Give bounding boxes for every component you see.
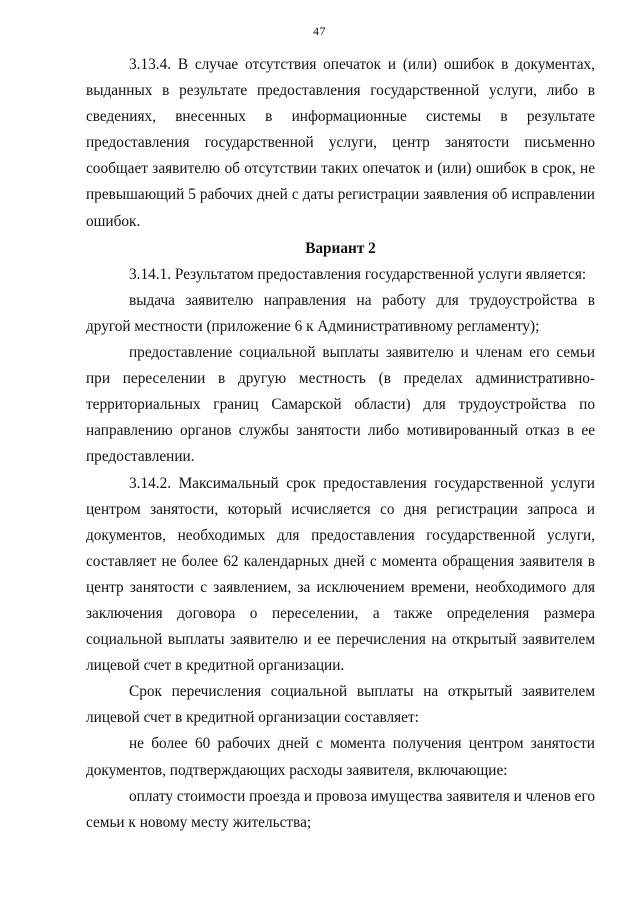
paragraph-3-14-1: 3.14.1. Результатом предоставления государственной услуги является:	[129, 265, 587, 283]
paragraph-result-social-payment: предоставление социальной выплаты заявителю и членам его семьи при переселении в другую местность (в пределах административно-территориальных границ Самарской области) для трудоустройства по направлению органов службы занятости либо мотивированный отказ в ее предоставлении.	[86, 344, 595, 466]
paragraph-transfer-term: Срок перечисления социальной выплаты на открытый заявителем лицевой счет в кредитной организации составляет:	[86, 683, 595, 727]
section-heading-variant-2: Вариант 2	[305, 239, 376, 257]
paragraph-3-14-2: 3.14.2. Максимальный срок предоставления государственной услуги центром занятости, который исчисляется со дня регистрации запроса и документов, необходимых для предоставления государственной услуги, составляет не более 62 календарных дней с момента обращения заявителя в центр занятости с заявлением, за исключением времени, необходимого для заключения договора о переселении, а также определения размера социальной выплаты заявителю и ее перечисления на открытый заявителем лицевой счет в кредитной организации.	[86, 474, 595, 675]
document-body	[86, 52, 595, 836]
page-number: 47	[313, 24, 326, 38]
paragraph-60-working-days: не более 60 рабочих дней с момента получения центром занятости документов, подтверждающих расходы заявителя, включающие:	[86, 735, 595, 779]
paragraph-travel-costs: оплату стоимости проезда и провоза имущества заявителя и членов его семьи к новому месту жительства;	[86, 787, 596, 831]
paragraph-3-13-4: 3.13.4. В случае отсутствия опечаток и (или) ошибок в документах, выданных в результате предоставления государственной услуги, либо в сведениях, внесенных в информационные системы в результате предоставления государственной услуги, центр занятости письменно сообщает заявителю об отсутствии таких опечаток и (или) ошибок в срок, не превышающий 5 рабочих дней с даты регистрации заявления об исправлении ошибок.	[86, 56, 595, 230]
paragraph-result-referral: выдача заявителю направления на работу для трудоустройства в другой местности (приложение 6 к Административному регламенту);	[86, 291, 595, 335]
